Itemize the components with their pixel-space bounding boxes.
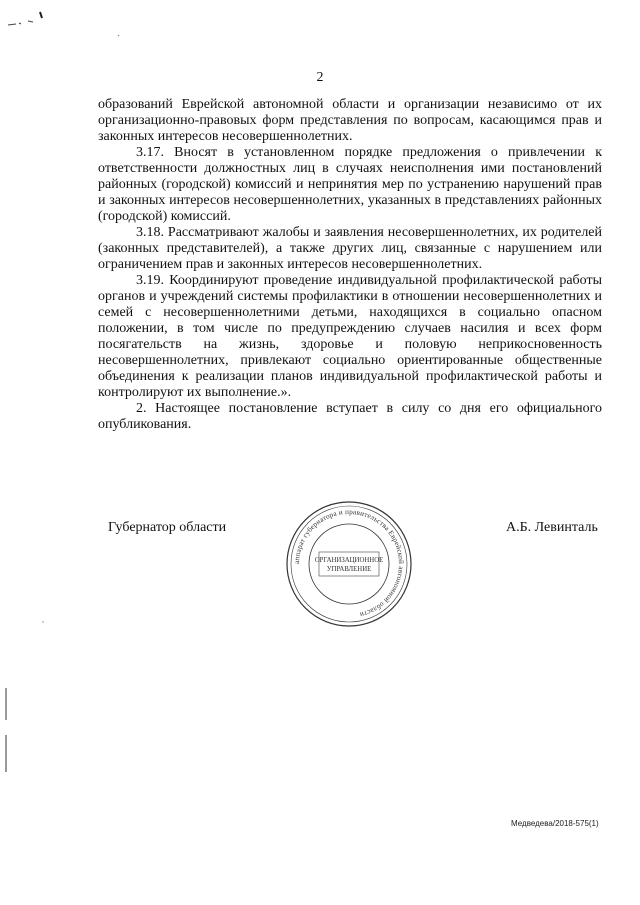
paragraph-line: 3.17. Вносят в установленном порядке предложения о привлечении bbox=[136, 145, 586, 160]
paragraph-line: в социально опасном положении, в том числе по предупреждению случаев bbox=[98, 305, 603, 336]
paragraph-line: указанных в представлениях районных (городской) комиссий. bbox=[98, 193, 603, 224]
paragraph-line: неприкосновенность несовершеннолетних, привлекают социально bbox=[98, 337, 603, 368]
signature-position: Губернатор области bbox=[108, 520, 227, 535]
paragraph-line: опубликования. bbox=[98, 417, 192, 432]
page-number: 2 bbox=[316, 70, 324, 85]
document-body bbox=[98, 97, 602, 433]
paragraph-line: образований Еврейской автономной области и организации независимо от их bbox=[98, 97, 602, 112]
paragraph-line: насилия и всех форм посягательств на жизнь, здоровье и половую bbox=[98, 321, 602, 352]
paragraph bbox=[98, 273, 602, 401]
paragraph-line: по устранению нарушений прав и законных интересов несовершеннолетних, bbox=[98, 177, 603, 208]
paragraph-line: 2. Настоящее постановление вступает в силу со дня его официального bbox=[136, 401, 602, 416]
footer-reference: Медведева/2018-575(1) bbox=[511, 819, 599, 828]
seal-inner-line2: УПРАВЛЕНИЕ bbox=[326, 566, 372, 573]
paragraph-line: постановлений районных (городской) комиссий и непринятия мер bbox=[98, 161, 602, 192]
paragraph bbox=[98, 225, 602, 273]
paragraph-line: организационно-правовых форм представления по вопросам, касающимся прав bbox=[98, 113, 589, 128]
paragraph-line: ориентированные общественные объединения к реализации планов bbox=[98, 353, 603, 384]
paragraph-line: индивидуальной профилактической работы и контролируют их выполнение.». bbox=[98, 369, 603, 400]
paragraph-line: несовершеннолетних и семей с несовершеннолетними детьми, находящихся bbox=[98, 289, 603, 320]
paragraph-line: работы органов и учреждений системы профилактики в отношении bbox=[98, 273, 602, 304]
official-seal bbox=[283, 498, 415, 630]
seal-inner-line1: ОРГАНИЗАЦИОННОЕ bbox=[314, 557, 384, 564]
paragraph bbox=[98, 97, 602, 145]
paragraph-line: с нарушением или ограничением прав и законных интересов bbox=[98, 241, 602, 272]
paragraph-line: к ответственности должностных лиц в случаях неисполнения ими bbox=[98, 145, 602, 176]
paragraph-line: их родителей (законных представителей), а также других лиц, связанные bbox=[98, 225, 603, 256]
paragraph-line: 3.18. Рассматривают жалобы и заявления несовершеннолетних, bbox=[136, 225, 519, 240]
seal-ring-text: аппарат губернатора и правительства Еврейской автономной области bbox=[292, 507, 406, 619]
signature-name: А.Б. Левинталь bbox=[506, 520, 598, 535]
paragraph bbox=[98, 401, 602, 433]
paragraph-line: 3.19. Координируют проведение индивидуальной профилактической bbox=[136, 273, 555, 288]
paragraph-line: несовершеннолетних. bbox=[351, 257, 483, 272]
paragraph bbox=[98, 145, 602, 225]
paragraph-line: и законных интересов несовершеннолетних. bbox=[98, 113, 603, 144]
